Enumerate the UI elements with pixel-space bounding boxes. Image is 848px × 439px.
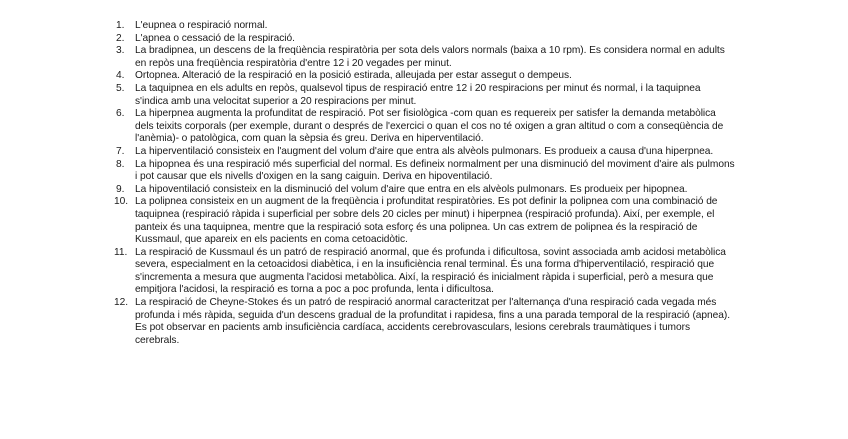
list-item-number: 11. [114, 246, 128, 258]
list-item [116, 184, 736, 197]
list-item-number: 3. [116, 45, 125, 57]
list-item [116, 45, 736, 70]
list-item-text: La hiperventilació consisteix en l'augment del volum d'aire que entra als alvèols pulmonars. Es produeix a causa d'una hiperpnea. [135, 145, 714, 157]
list-item-number: 9. [116, 183, 125, 195]
list-item-number: 2. [116, 32, 125, 44]
list-item-number: 6. [116, 108, 125, 120]
list-item-number: 12. [114, 297, 129, 309]
list-item-text: La taquipnea en els adults en repòs, qualsevol tipus de respiració entre 12 i 20 respiracions per minut és normal, i la taquipnea s'indica amb una velocitat superior a 20 respiracions per minut. [135, 82, 701, 107]
list-item [116, 20, 736, 33]
list-item [116, 70, 736, 83]
list-item-text: La hipopnea és una respiració més superficial del normal. Es defineix normalment per una disminució del moviment d'aire als pulmons i pot causar que els nivells d'oxigen en la sang caiguin. Deriva en hipoventilació. [135, 158, 735, 183]
list-item-text: La bradipnea, un descens de la freqüència respiratòria per sota dels valors normals (baixa a 10 rpm). Es considera normal en adults en repòs una freqüència respiratòria d'entre 12 i 20 vegades per minut. [135, 45, 725, 69]
list-item-number: 5. [116, 82, 125, 94]
list-item [116, 247, 736, 297]
numbered-list [116, 20, 736, 347]
list-item-number: 7. [116, 145, 125, 157]
list-item [116, 83, 736, 108]
list-item [116, 146, 736, 159]
list-item-text: Ortopnea. Alteració de la respiració en la posició estirada, alleujada per estar assegut o dempeus. [135, 70, 572, 82]
list-item [116, 297, 736, 347]
list-item-text: La polipnea consisteix en un augment de la freqüència i profunditat respiratòries. Es pot definir la polipnea com una combinació de taquipnea (respiració ràpida i superficial per sobre dels 20 cicles per minut) i hiperpnea (respiració profunda). Així, per exemple, el panteix és una taquipnea, mentre que la respiració sota esforç és una polipnea. Un cas extrem de polipnea és la respiració de Kussmaul, que apareix en els pacients en coma cetoacidòtic. [135, 196, 718, 246]
list-item [116, 159, 736, 184]
list-item-text: La hipoventilació consisteix en la disminució del volum d'aire que entra en els alvèols pulmonars. Es produeix per hipopnea. [135, 183, 688, 195]
list-item-text: La hiperpnea augmenta la profunditat de respiració. Pot ser fisiològica -com quan es requereix per satisfer la demanda metabòlica dels teixits corporals (per exemple, durant o després de l'exercici o quan el cos no té oxigen a gran altitud o com a conseqüència de l'anèmia)- o patològica, com quan la sèpsia és greu. Deriva en hiperventilació. [135, 108, 724, 145]
list-item-text: La respiració de Cheyne-Stokes és un patró de respiració anormal caracteritzat per l'alternança d'una respiració cada vegada més profunda i més ràpida, seguida d'un descens gradual de la profunditat i rapidesa, fins a una parada temporal de la respiració (apnea). Es pot observar en pacients amb insuficiència cardíaca, accidents cerebrovasculars, lesions cerebrals traumàtiques i tumors cerebrals. [135, 297, 730, 346]
list-item [116, 108, 736, 146]
list-item-number: 4. [116, 70, 125, 82]
list-item-number: 10. [114, 196, 129, 208]
list-item-text: L'apnea o cessació de la respiració. [135, 32, 295, 44]
list-item-text: L'eupnea o respiració normal. [135, 20, 268, 31]
list-item [116, 33, 736, 46]
list-item-number: 8. [116, 158, 125, 170]
list-item [116, 196, 736, 246]
list-item-text: La respiració de Kussmaul és un patró de respiració anormal, que és profunda i dificultosa, sovint associada amb acidosi metabòlica severa, especialment en la cetoacidosi diabètica, i en la insuficiència renal terminal. És una forma d'hiperventilació, respiració que s'incrementa a mesura que augmenta l'acidosi metabòlica. Així, la respiració és inicialment ràpida i superficial, però a mesura que empitjora l'acidosi, la respiració es torna a poc a poc profunda, lenta i dificultosa. [135, 246, 726, 296]
list-item-number: 1. [116, 20, 125, 31]
